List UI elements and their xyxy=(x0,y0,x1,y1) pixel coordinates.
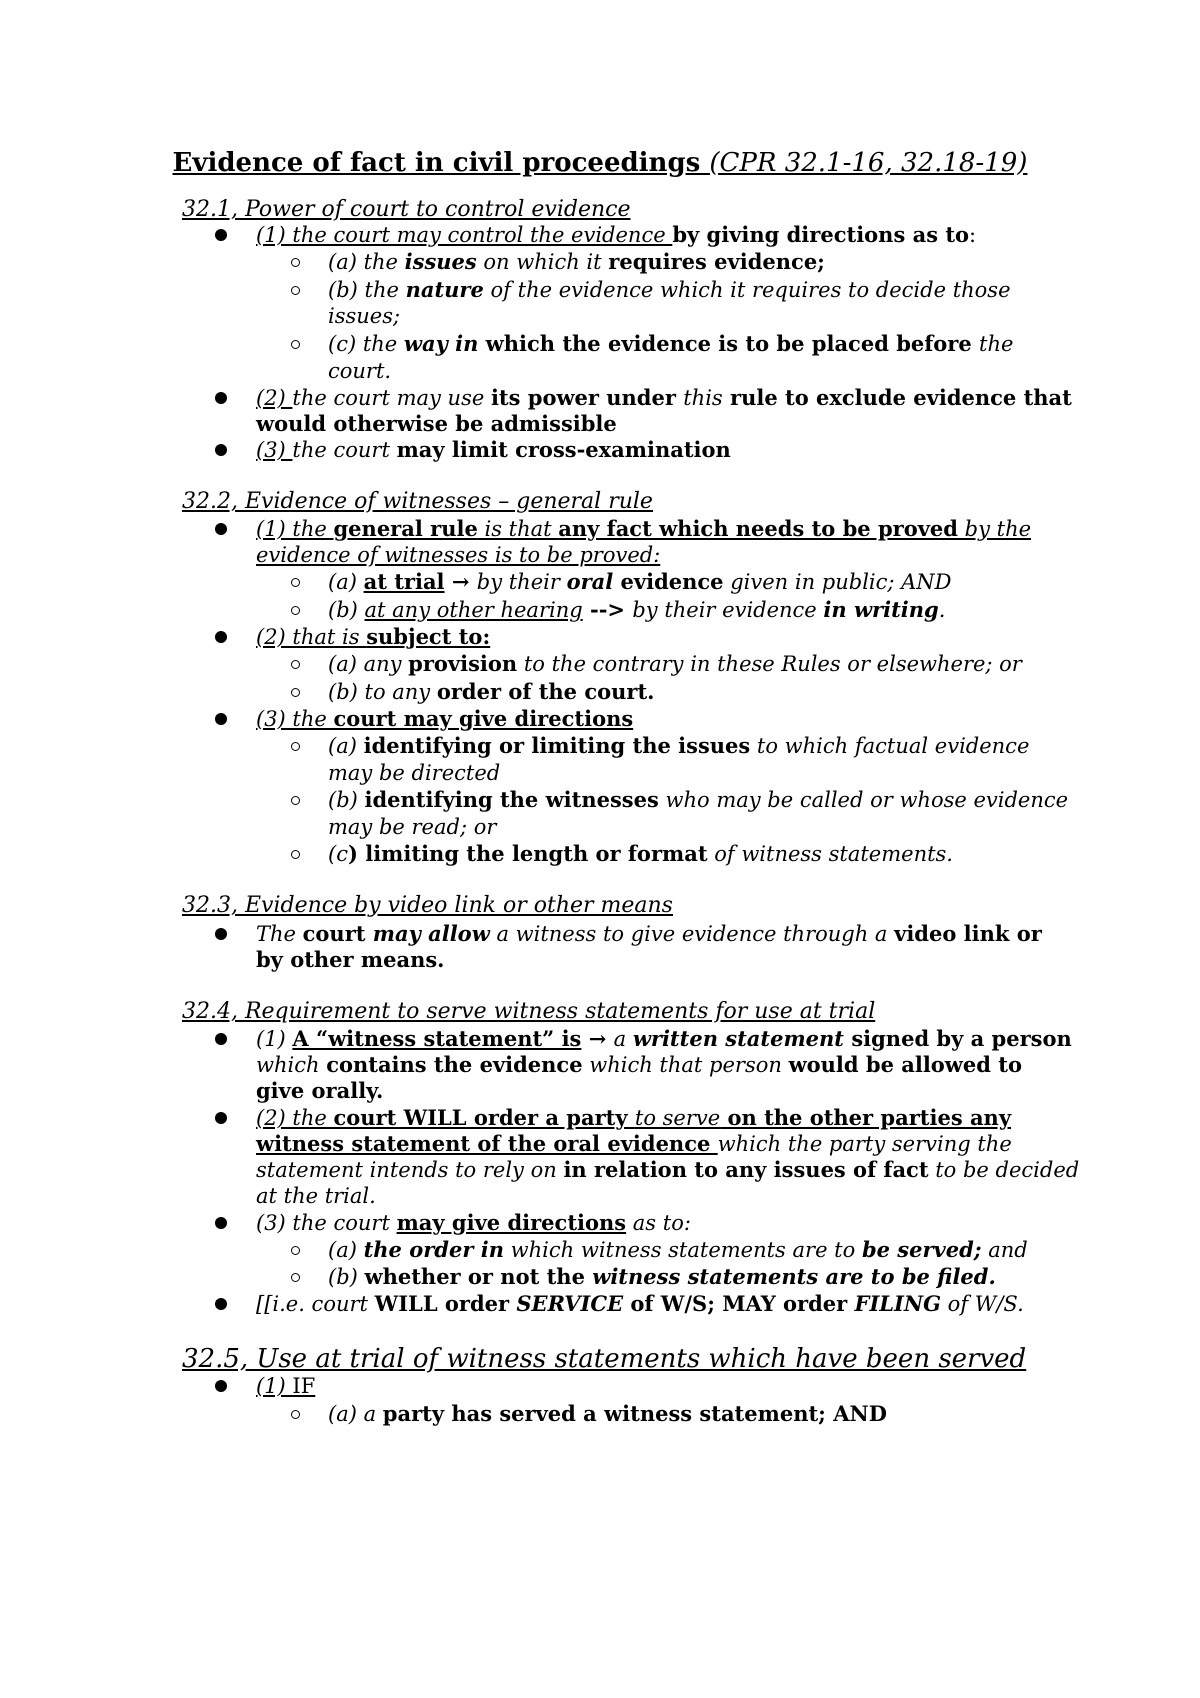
text-run: (1) xyxy=(256,1027,293,1051)
bullet-icon xyxy=(215,229,227,241)
text-run: (c xyxy=(328,842,348,866)
text-run: issues xyxy=(404,249,477,274)
list-item xyxy=(328,678,654,706)
sub-bullet-icon xyxy=(291,606,300,615)
text-run: may be read; or xyxy=(328,815,497,839)
text-run: . xyxy=(647,679,655,704)
text-run: the order in xyxy=(363,1237,504,1262)
text-run: a xyxy=(613,1027,633,1051)
text-run: would be allowed to xyxy=(788,1052,1022,1077)
text-run: in relation to any issues of fact xyxy=(563,1157,929,1182)
bullet-icon xyxy=(215,631,227,643)
list-item xyxy=(256,384,1072,412)
sub-bullet-icon xyxy=(291,688,300,697)
text-run: on which it xyxy=(476,250,609,274)
list-item xyxy=(256,221,976,249)
list-item-continuation xyxy=(256,1051,1022,1079)
text-run: (1) the xyxy=(256,517,334,541)
sub-bullet-icon xyxy=(291,258,300,267)
text-run: provision xyxy=(408,651,518,676)
text-run: evidence xyxy=(613,569,724,594)
text-run: to which factual evidence xyxy=(750,734,1030,758)
text-run: the court xyxy=(292,438,397,462)
list-item xyxy=(256,436,731,464)
text-run: contains the evidence xyxy=(326,1052,583,1077)
text-run: witness statements are to be filed. xyxy=(584,1264,996,1289)
list-item xyxy=(328,330,1013,358)
text-run: IF xyxy=(292,1374,316,1398)
list-item xyxy=(256,1209,691,1237)
section-heading: 32.2, Evidence of witnesses – general rule xyxy=(182,489,653,514)
text-run: (a) xyxy=(328,1238,364,1262)
text-run: (b) to any xyxy=(328,680,437,704)
text-run: which witness statements are to xyxy=(503,1238,862,1262)
text-run: to be decided xyxy=(928,1158,1080,1182)
text-run: SERVICE xyxy=(516,1291,624,1316)
text-run: The xyxy=(256,922,303,946)
sub-bullet-icon xyxy=(291,1246,300,1255)
text-run: court may give directions xyxy=(333,706,634,731)
text-run: by their evidence xyxy=(632,598,824,622)
text-run: FILING xyxy=(854,1291,941,1316)
bullet-icon xyxy=(215,1033,227,1045)
list-item xyxy=(256,1372,315,1400)
title-text: Evidence of fact in civil proceedings xyxy=(172,148,710,178)
text-run: evidence of witnesses is to be proved: xyxy=(256,543,661,567)
text-run: video link or xyxy=(894,921,1042,946)
list-item xyxy=(256,705,633,733)
list-item xyxy=(328,1236,1028,1264)
bullet-icon xyxy=(215,1380,227,1392)
sub-bullet-icon xyxy=(291,1273,300,1282)
text-run: is that xyxy=(477,517,559,541)
list-item xyxy=(328,650,1022,678)
list-item xyxy=(328,1400,887,1428)
list-item xyxy=(256,1290,1024,1318)
bullet-icon xyxy=(215,523,227,535)
text-run: to the contrary in these Rules or elsewhere; or xyxy=(517,652,1022,676)
text-run: a witness to give evidence through a xyxy=(489,922,895,946)
text-run: (a) any xyxy=(328,652,409,676)
text-run: given in public; AND xyxy=(723,570,952,594)
bullet-icon xyxy=(215,1298,227,1310)
sub-bullet-icon xyxy=(291,796,300,805)
text-run: (a) xyxy=(328,734,364,758)
sub-bullet-icon xyxy=(291,660,300,669)
text-run: be served; xyxy=(861,1237,982,1262)
sub-bullet-icon xyxy=(291,578,300,587)
text-run: of W/S. xyxy=(941,1292,1024,1316)
list-item xyxy=(328,732,1029,760)
text-run: which xyxy=(256,1053,327,1077)
text-run: (b) xyxy=(328,598,365,622)
text-run: identifying or limiting the issues xyxy=(363,733,751,758)
text-run: whether or not the xyxy=(364,1264,585,1289)
text-run: (3) the court xyxy=(256,1211,397,1235)
text-run: may give directions xyxy=(396,1210,627,1235)
list-item-continuation xyxy=(256,946,445,974)
text-run: which the evidence is to be placed before xyxy=(478,331,980,356)
list-item xyxy=(328,786,1068,814)
text-run: : xyxy=(969,223,977,247)
text-run: → xyxy=(581,1026,614,1051)
text-run: court xyxy=(302,921,366,946)
list-item-continuation xyxy=(256,541,660,569)
text-run: and xyxy=(981,1238,1028,1262)
list-item-continuation xyxy=(256,1077,383,1105)
bullet-icon xyxy=(215,928,227,940)
list-item xyxy=(328,568,952,596)
text-run: way in xyxy=(403,331,479,356)
text-run: rule to exclude evidence that xyxy=(722,385,1072,410)
text-run: (1) xyxy=(256,1374,293,1398)
text-run: of witness statements. xyxy=(707,842,953,866)
text-run: oral xyxy=(566,569,614,594)
text-run: WILL order xyxy=(374,1291,517,1316)
text-run: by giving directions as to xyxy=(672,222,970,247)
text-run: order a party xyxy=(466,1105,635,1130)
text-run: give orally. xyxy=(256,1078,384,1103)
text-run: may be directed xyxy=(328,761,501,785)
text-run: --> xyxy=(582,597,633,622)
text-run: the xyxy=(979,332,1014,356)
text-run: statement intends to rely on xyxy=(256,1158,564,1182)
text-run: (3) the xyxy=(256,707,334,731)
text-run: to serve xyxy=(634,1106,721,1130)
list-item xyxy=(256,920,1042,948)
sub-bullet-icon xyxy=(291,742,300,751)
text-run: ) limiting the length or format xyxy=(347,841,708,866)
text-run: requires evidence; xyxy=(608,249,825,274)
list-item-continuation xyxy=(256,1130,1012,1158)
text-run: (a) xyxy=(328,570,364,594)
list-item xyxy=(256,623,490,651)
text-run: (2) the xyxy=(256,1106,334,1130)
sub-bullet-icon xyxy=(291,340,300,349)
text-run: [[i.e. court xyxy=(256,1292,375,1316)
text-run: written statement xyxy=(632,1026,845,1051)
text-run: (1) the court may control the evidence xyxy=(256,223,673,247)
sub-bullet-icon xyxy=(291,286,300,295)
text-run: (2) that is xyxy=(256,625,367,649)
text-run: any fact which needs to be proved xyxy=(558,516,958,541)
text-run: (c) the xyxy=(328,332,404,356)
list-item xyxy=(256,1025,1072,1053)
text-run: which that person xyxy=(582,1053,789,1077)
text-run: which the party serving the xyxy=(717,1132,1012,1156)
list-item xyxy=(256,515,1031,543)
section-heading: 32.3, Evidence by video link or other means xyxy=(182,893,673,918)
list-item xyxy=(328,276,1011,304)
text-run: by other means. xyxy=(256,947,445,972)
text-run: → xyxy=(444,569,477,594)
text-run: (a) the xyxy=(328,250,405,274)
bullet-icon xyxy=(215,444,227,456)
text-run: who may be called or whose evidence xyxy=(658,788,1069,812)
text-run: as to: xyxy=(626,1211,691,1235)
bullet-icon xyxy=(215,1112,227,1124)
list-item-continuation xyxy=(328,357,391,385)
section-heading: 32.5, Use at trial of witness statements which have been served xyxy=(182,1344,1027,1374)
bullet-icon xyxy=(215,1217,227,1229)
text-run: nature xyxy=(405,277,484,302)
text-run: witness statement of the oral evidence xyxy=(256,1131,718,1156)
text-run: order of the court xyxy=(436,679,648,704)
text-run: court. xyxy=(328,359,392,383)
list-item xyxy=(328,248,825,276)
bullet-icon xyxy=(215,713,227,725)
text-run: (a) a xyxy=(328,1402,383,1426)
text-run: by their xyxy=(476,570,567,594)
list-item xyxy=(256,1104,1011,1132)
text-run: subject to: xyxy=(366,624,491,649)
text-run: party has served a witness statement; AND xyxy=(382,1401,887,1426)
text-run: by the xyxy=(957,517,1032,541)
text-run: in writing xyxy=(823,597,939,622)
text-run: its power under xyxy=(490,385,684,410)
text-run: the court may use xyxy=(292,386,491,410)
text-run: may limit cross-examination xyxy=(396,437,731,462)
sub-bullet-icon xyxy=(291,850,300,859)
list-item-continuation xyxy=(328,759,500,787)
text-run: (b) the xyxy=(328,278,406,302)
text-run: (2) xyxy=(256,386,293,410)
text-run: (3) xyxy=(256,438,293,462)
text-run: court WILL xyxy=(333,1105,467,1130)
sub-bullet-icon xyxy=(291,1410,300,1419)
section-heading: 32.4, Requirement to serve witness statements for use at trial xyxy=(182,999,876,1024)
text-run: on the other parties any xyxy=(720,1105,1012,1130)
text-run: at any other hearing xyxy=(364,598,583,622)
text-run: identifying the witnesses xyxy=(364,787,659,812)
text-run: of the evidence which it requires to decide those xyxy=(483,278,1011,302)
title-reference: (CPR 32.1-16, 32.18-19) xyxy=(709,148,1028,178)
list-item-continuation xyxy=(256,1182,376,1210)
text-run: would otherwise be admissible xyxy=(256,411,617,436)
list-item-continuation xyxy=(328,302,400,330)
text-run: (b) xyxy=(328,1265,365,1289)
list-item xyxy=(328,840,953,868)
list-item xyxy=(328,596,945,624)
list-item-continuation xyxy=(328,813,496,841)
bullet-icon xyxy=(215,392,227,404)
text-run: of W/S; MAY order xyxy=(623,1291,855,1316)
text-run: at the trial. xyxy=(256,1184,376,1208)
text-run: may allow xyxy=(365,921,490,946)
text-run: at trial xyxy=(363,569,445,594)
list-item-continuation xyxy=(256,1156,1079,1184)
list-item-continuation xyxy=(256,410,617,438)
text-run: issues; xyxy=(328,304,401,328)
section-heading: 32.1, Power of court to control evidence xyxy=(182,197,631,222)
list-item xyxy=(328,1263,996,1291)
text-run: this xyxy=(683,386,723,410)
text-run: signed by a person xyxy=(844,1026,1072,1051)
document-title xyxy=(0,146,1200,180)
text-run: . xyxy=(938,598,946,622)
text-run: (b) xyxy=(328,788,365,812)
text-run: A “witness statement” is xyxy=(292,1026,582,1051)
text-run: general rule xyxy=(333,516,478,541)
